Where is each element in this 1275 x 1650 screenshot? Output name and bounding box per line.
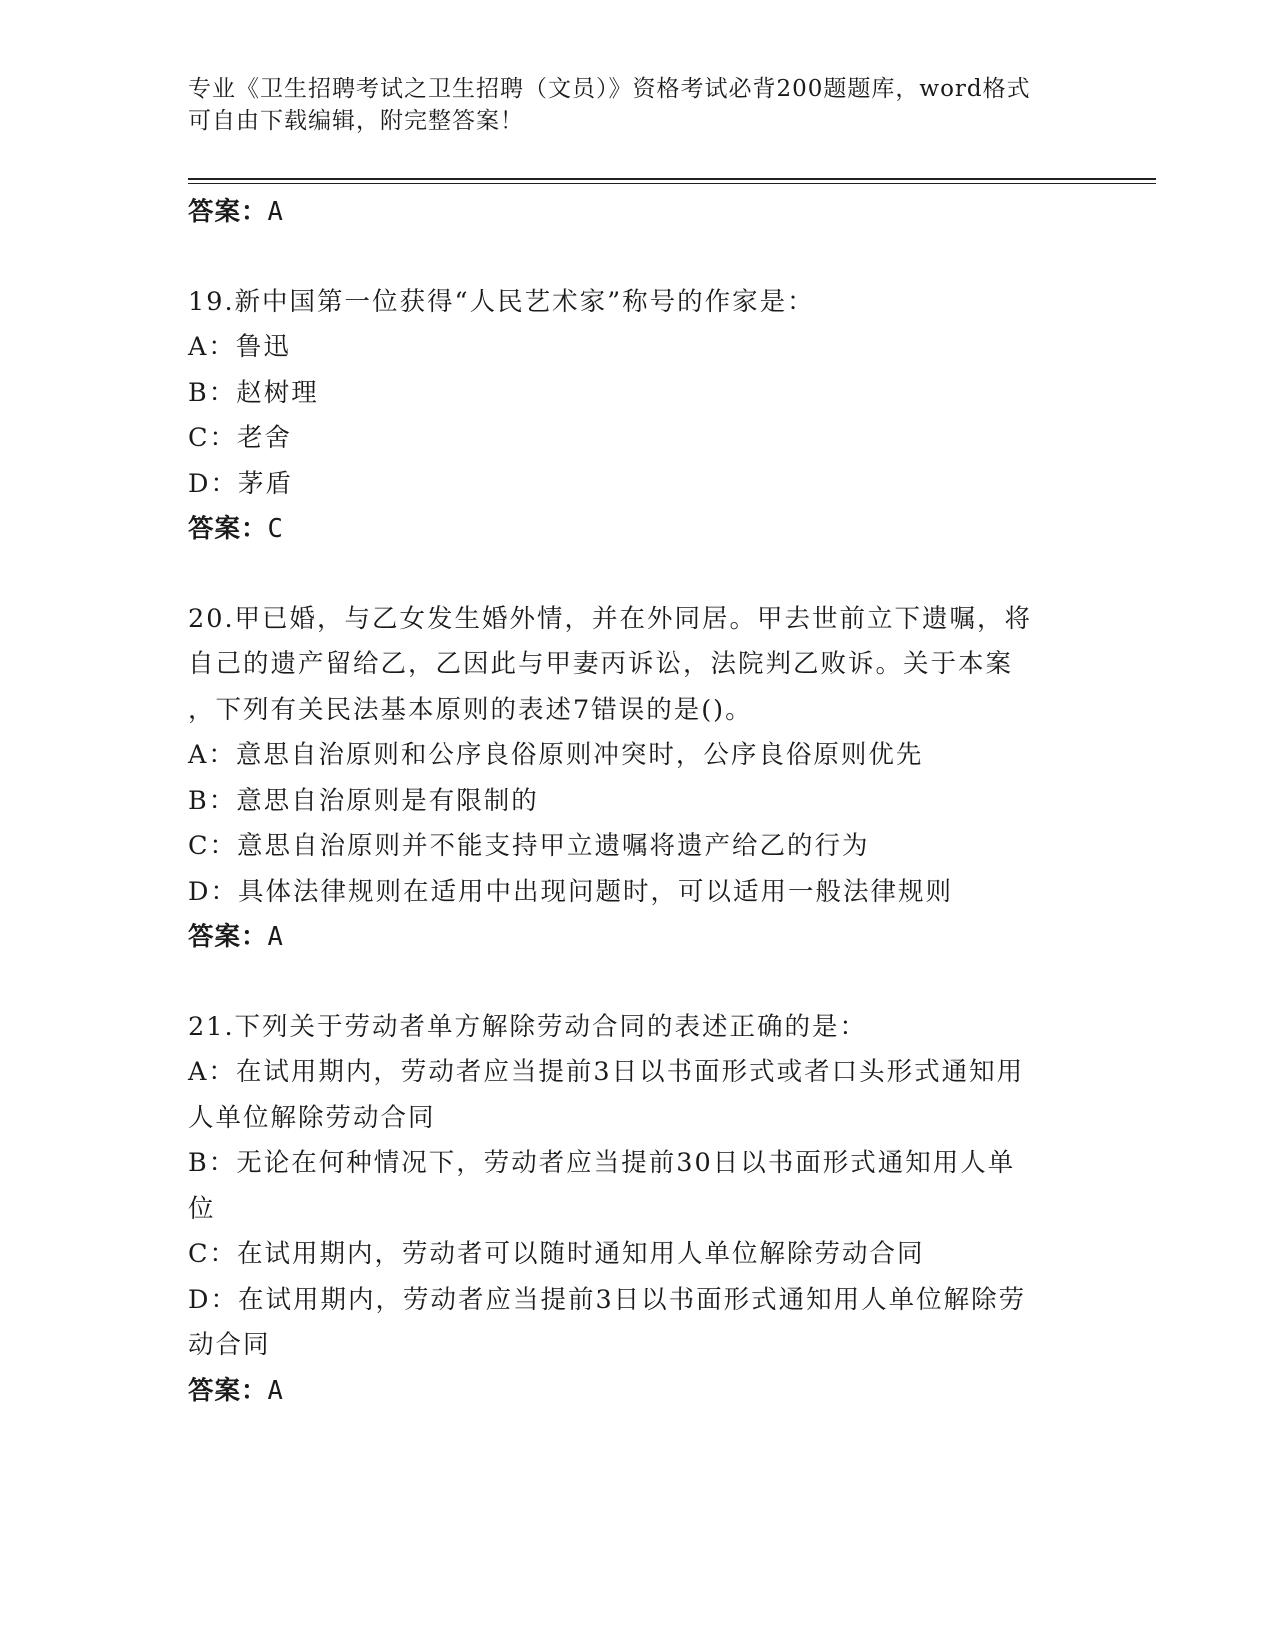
header-divider-thin [188,183,1156,184]
answer-line [188,507,1078,553]
answer-value: A [267,1375,284,1406]
option-line: B：无论在何种情况下，劳动者应当提前30日以书面形式通知用人单 [188,1148,1016,1178]
option-line: D：茅盾 [188,468,293,499]
option-line: 位 [188,1193,216,1224]
header-divider-thick [188,178,1156,180]
option-line: C：在试用期内，劳动者可以随时通知用人单位解除劳动合同 [188,1239,925,1269]
option-line: 人单位解除劳动合同 [188,1102,436,1133]
question-block [188,1005,1078,1415]
page-header [188,73,1068,137]
option-line: C：意思自治原则并不能支持甲立遗嘱将遗产给乙的行为 [188,831,870,861]
answer-label: 答案： [188,922,268,952]
answer-value: C [267,514,284,544]
option-line: C：老舍 [188,423,293,453]
option-line: A：在试用期内，劳动者应当提前3日以书面形式或者口头形式通知用 [188,1057,1025,1087]
answer-line [188,190,1078,236]
option-line: A：鲁迅 [188,332,291,362]
header-line-2: 可自由下载编辑，附完整答案！ [188,108,524,134]
question-stem-line: 自己的遗产留给乙，乙因此与甲妻丙诉讼，法院判乙败诉。关于本案 [188,649,1014,679]
option-line: 动合同 [188,1330,271,1360]
question-stem-line: 21.下列关于劳动者单方解除劳动合同的表述正确的是： [188,1011,868,1042]
question-gap [188,553,1078,597]
answer-label: 答案： [188,197,268,227]
option-line: D：具体法律规则在适用中出现问题时，可以适用一般法律规则 [188,876,953,907]
question-gap [188,236,1078,280]
option-line: B：意思自治原则是有限制的 [188,785,539,816]
question-stem-line: ，下列有关民法基本原则的表述7错误的是()。 [188,694,753,725]
option-line: A：意思自治原则和公序良俗原则冲突时，公序良俗原则优先 [188,740,924,770]
header-line-1: 专业《卫生招聘考试之卫生招聘（文员）》资格考试必背200题题库，word格式 [188,76,1031,102]
answer-label: 答案： [188,1375,268,1406]
question-block [188,280,1078,553]
question-stem-line: 19.新中国第一位获得“人民艺术家”称号的作家是： [188,286,815,317]
answer-label: 答案： [188,514,268,544]
question-gap [188,961,1078,1005]
option-line: B：赵树理 [188,377,319,408]
question-block [188,597,1078,961]
answer-line [188,915,1078,961]
answer-value: A [267,922,284,952]
answer-line [188,1369,1078,1415]
option-line: D：在试用期内，劳动者应当提前3日以书面形式通知用人单位解除劳 [188,1284,1027,1315]
answer-value: A [267,197,284,227]
question-list [188,190,1078,1414]
question-stem-line: 20.甲已婚，与乙女发生婚外情，并在外同居。甲去世前立下遗嘱，将 [188,603,1033,634]
